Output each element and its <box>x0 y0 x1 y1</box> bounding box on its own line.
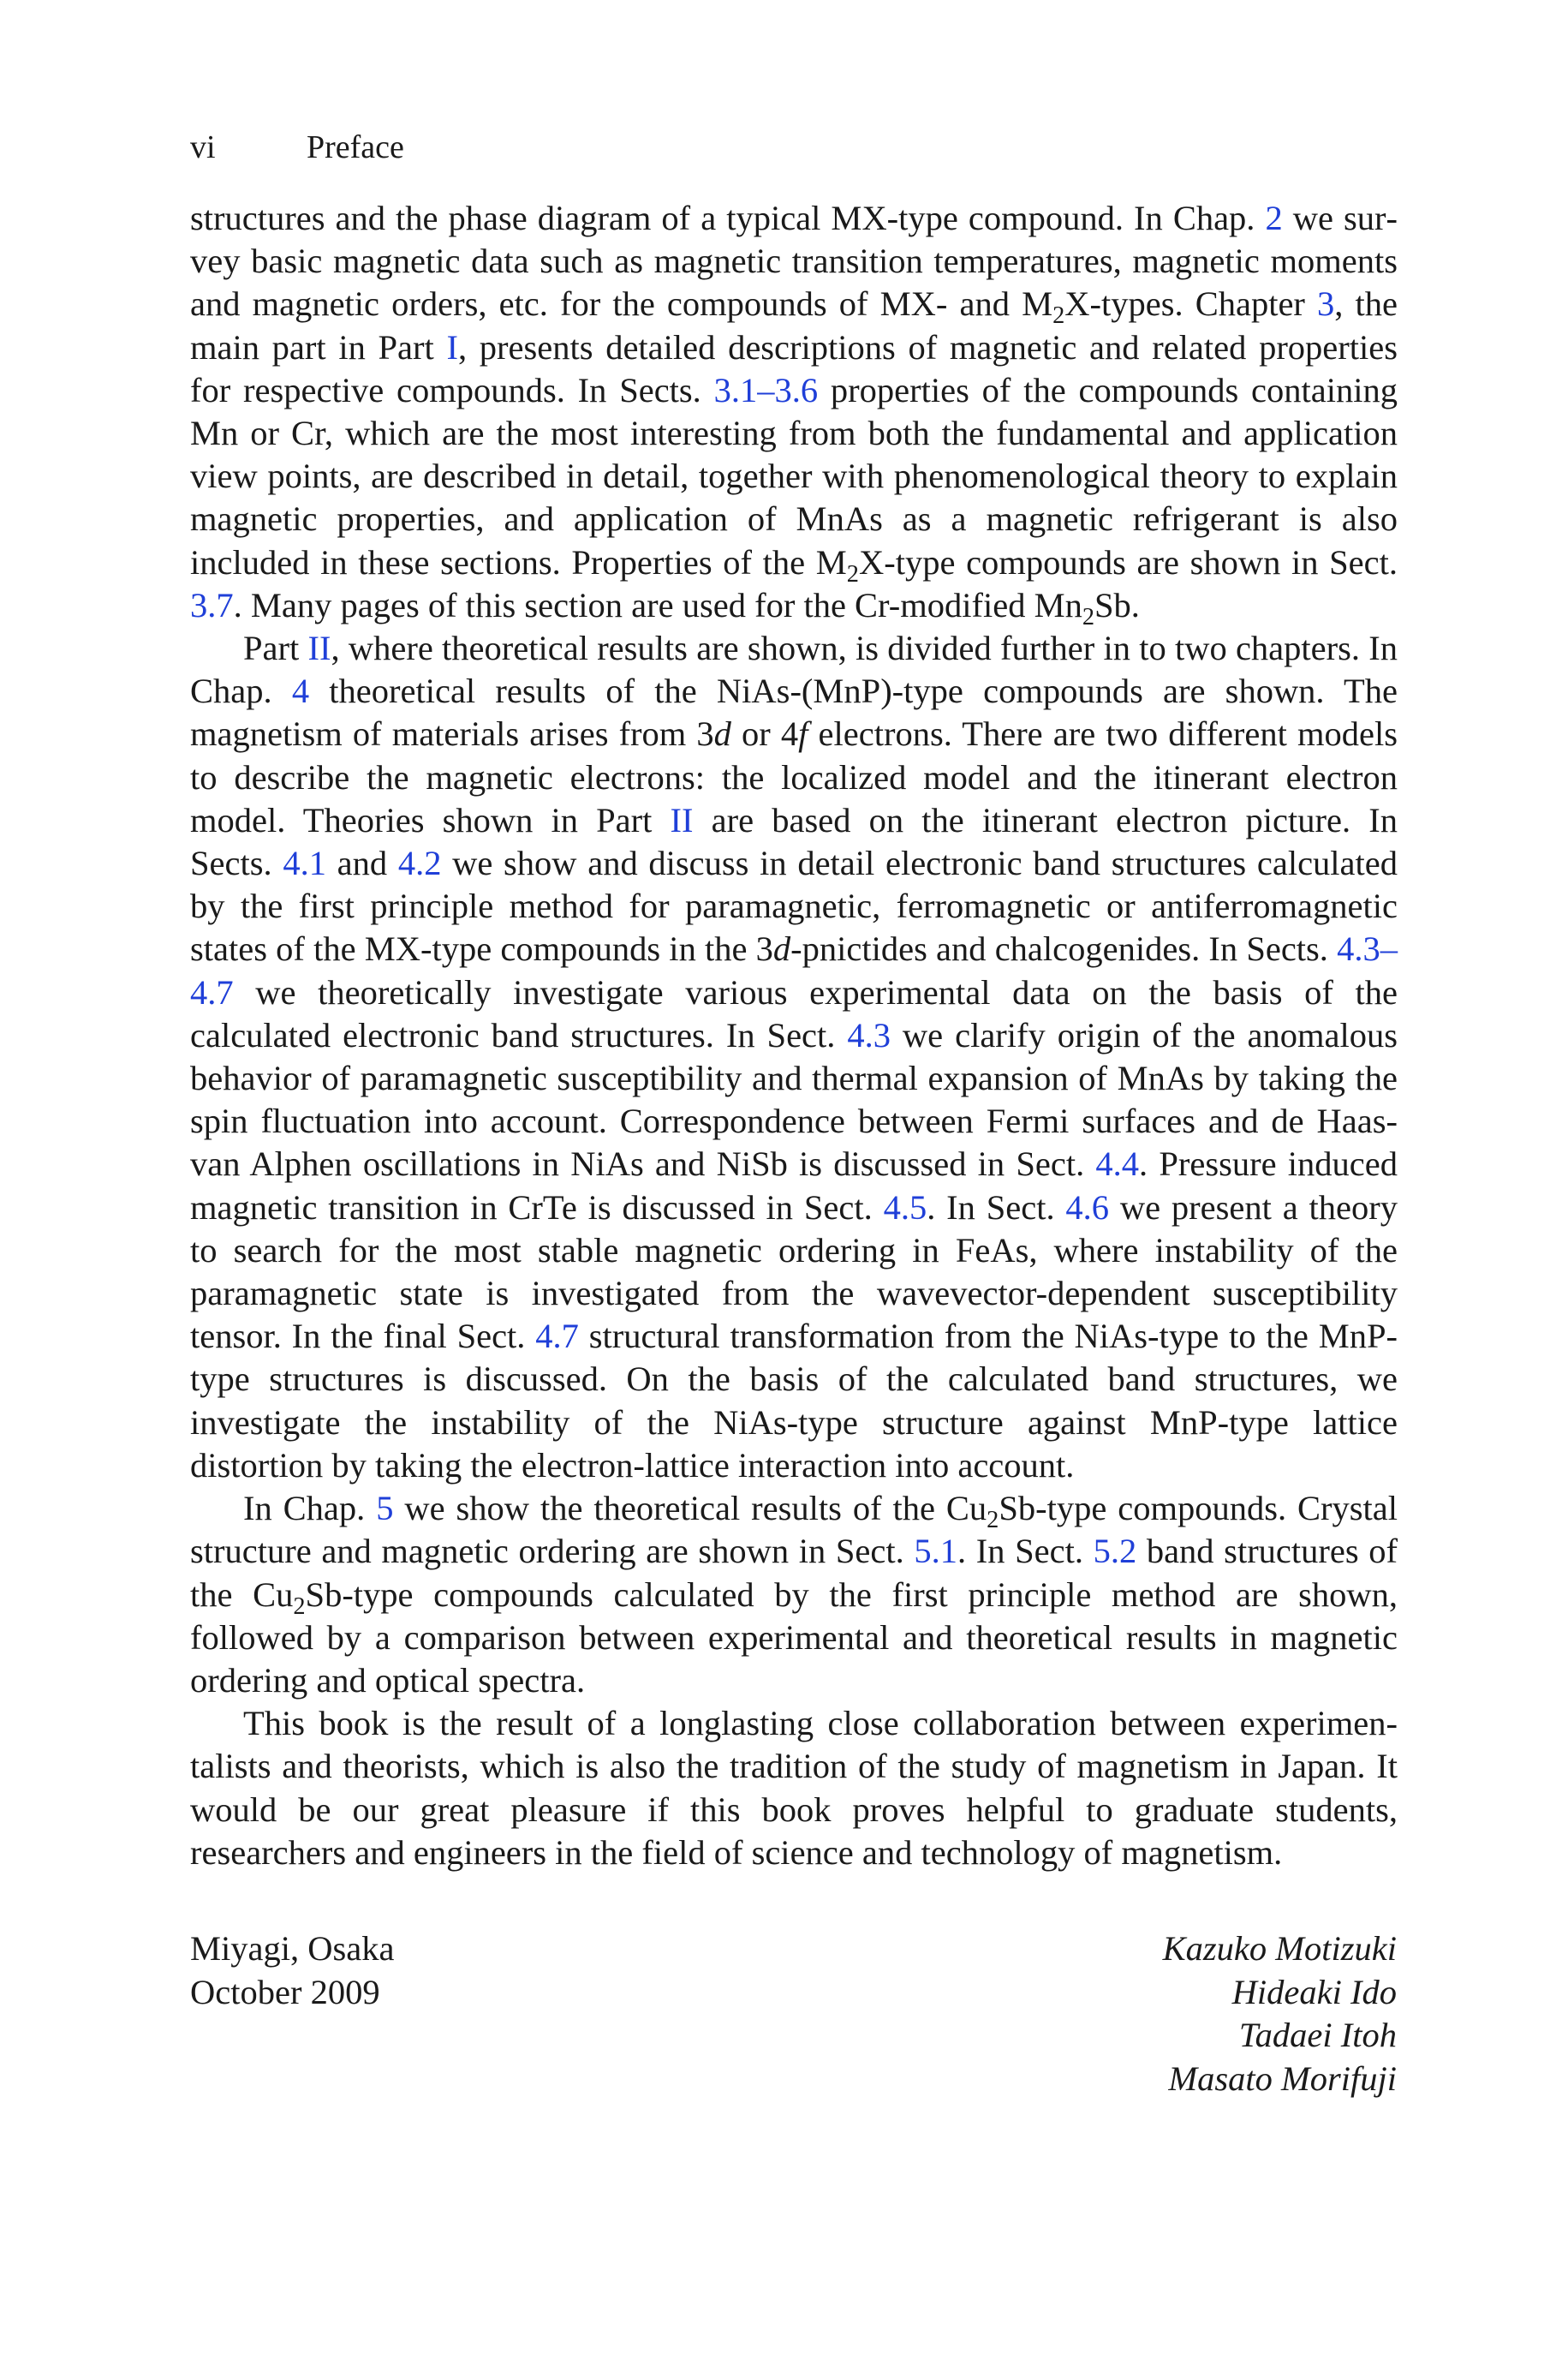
author-name: Masato Morifuji <box>1168 2058 1397 2098</box>
text-run: we show the theoretical results of the Cu <box>393 1489 987 1528</box>
cross-reference-link[interactable]: 4.3 <box>847 1015 891 1055</box>
cross-reference-link[interactable]: 3.7 <box>190 585 234 624</box>
text-run: . Pressure induced magnetic transition in CrTe is discussed in Sect. <box>190 1144 1398 1227</box>
paragraph <box>190 197 1398 630</box>
text-run: . Many pages of this section are used for the Cr-modified Mn <box>233 585 1082 624</box>
text-run: and <box>325 844 398 883</box>
math-symbol: d <box>713 714 731 754</box>
subscript: 2 <box>293 1592 306 1620</box>
text-run: or 4 <box>730 714 799 754</box>
cross-reference-link[interactable]: 4.1 <box>283 844 326 883</box>
text-run: Sb. <box>1094 585 1140 624</box>
signature-date: October 2009 <box>190 1972 380 2011</box>
text-run: band structures of the Cu <box>190 1532 1398 1614</box>
text-run: we show and discuss in detail electronic band structures calculated by the first principle method for paramagnetic, ferromagnetic or antiferromagnetic states of the MX-type compounds in the 3 <box>190 844 1398 969</box>
signature-place-date <box>190 1927 394 2014</box>
cross-reference-link[interactable]: II <box>670 800 694 839</box>
cross-reference-link[interactable]: 4.2 <box>397 844 442 883</box>
cross-reference-link[interactable]: 2 <box>1265 199 1283 237</box>
text-run: electrons. There are two different models to describe the magnetic electrons: the localized model and the itinerant electron model. Theories shown in Part <box>190 714 1398 839</box>
text-run: X-type compounds are shown in Sect. <box>858 542 1398 582</box>
subscript: 2 <box>846 560 859 588</box>
text-run: we survey basic magnetic data such as magnetic transition temperatures, magnetic moments and magnetic orders, etc. for the compounds of MX- and M <box>190 199 1398 324</box>
cross-reference-link[interactable]: 4.3 <box>1337 929 1380 969</box>
paragraph <box>190 1487 1398 1702</box>
cross-reference-link[interactable]: 3 <box>1317 284 1335 324</box>
text-run: , presents detailed descriptions of magnetic and related properties for respective compounds. In Sects. <box>190 327 1398 409</box>
text-run: This book is the result of a longlasting close collaboration between experimentalists and theorists, which is also the tradition of the study of magnetism in Japan. It would be our great pleasure if this book proves helpful to graduate students, researchers and engineers in the field of science and technology of magnetism. <box>190 1704 1398 1872</box>
cross-reference-link[interactable]: 5.2 <box>1093 1532 1137 1571</box>
author-name: Hideaki Ido <box>1231 1972 1397 2011</box>
text-run: , the main part in Part <box>190 284 1398 367</box>
cross-reference-link[interactable]: 5 <box>376 1489 394 1528</box>
cross-reference-link[interactable]: – <box>1380 929 1398 969</box>
text-run: are based on the itinerant electron picture. In Sects. <box>190 800 1398 883</box>
cross-reference-link[interactable]: 4.5 <box>883 1187 927 1227</box>
text-run: structural transformation from the NiAs-type to the MnP-type structures is discussed. On the basis of the calculated band structures, we investigate the instability of the NiAs-type structure against MnP-type lattice distortion by taking the electron-lattice interaction into account. <box>190 1317 1398 1485</box>
text-run: Sb-type compounds. Crystal structure and magnetic ordering are shown in Sect. <box>190 1489 1398 1571</box>
paragraph <box>190 627 1398 1487</box>
cross-reference-link[interactable]: 4 <box>291 672 310 711</box>
text-run: Sb-type compounds calculated by the first principle method are shown, followed by a comparison between experimental and theoretical results in magnetic ordering and optical spectra. <box>190 1574 1398 1700</box>
paragraph <box>190 1702 1398 1874</box>
text-run: structures and the phase diagram of a typical MX-type compound. In Chap. <box>190 199 1266 237</box>
text-run: X-types. Chapter <box>1064 284 1318 324</box>
subscript: 2 <box>1082 603 1094 630</box>
cross-reference-link[interactable]: 3.6 <box>774 370 819 409</box>
cross-reference-link[interactable]: 4.6 <box>1065 1187 1110 1227</box>
text-run: Part <box>243 629 308 668</box>
text-run: , where theoretical results are shown, is divided further in to two chapters. In Chap. <box>190 629 1398 711</box>
cross-reference-link[interactable]: II <box>307 629 331 668</box>
math-symbol: d <box>772 929 791 969</box>
text-run: . In Sect. <box>927 1187 1066 1227</box>
cross-reference-link[interactable]: 4.7 <box>190 972 234 1012</box>
subscript: 2 <box>987 1507 999 1534</box>
author-name: Kazuko Motizuki <box>1162 1929 1397 1968</box>
math-symbol: f <box>798 714 808 754</box>
cross-reference-link[interactable]: 4.7 <box>535 1317 579 1356</box>
text-run: we clarify origin of the anomalous behavior of paramagnetic susceptibility and thermal expansion of MnAs by taking the spin fluctuation into account. Correspondence between Fermi surfaces and de Haas-van Alphen oscillations in NiAs and NiSb is discussed in Sect. <box>190 1015 1398 1184</box>
subscript: 2 <box>1052 302 1065 330</box>
text-run: we present a theory to search for the most stable magnetic ordering in FeAs, where instability of the paramagnetic state is investigated from the wavevector-dependent susceptibility tensor. In the final Sect. <box>190 1187 1398 1356</box>
cross-reference-link[interactable]: 5.1 <box>914 1532 957 1571</box>
author-list <box>1163 1927 1397 2100</box>
running-header <box>190 125 404 170</box>
cross-reference-link[interactable]: 3.1 <box>713 370 758 409</box>
signature-place: Miyagi, Osaka <box>190 1929 395 1968</box>
cross-reference-link[interactable]: I <box>446 327 458 367</box>
running-title: Preface <box>307 129 404 165</box>
text-run: In Chap. <box>243 1489 377 1528</box>
text-run: properties of the compounds containing Mn or Cr, which are the most interesting from both the fundamental and application view points, are described in detail, together with phenomenological theory to explain magnetic properties, and application of MnAs as a magnetic refrigerant is also included in these sections. Properties of the M <box>190 370 1398 582</box>
page-number: vi <box>190 129 216 165</box>
author-name: Tadaei Itoh <box>1238 2016 1397 2054</box>
cross-reference-link[interactable]: 4.4 <box>1095 1144 1140 1184</box>
cross-reference-link[interactable]: – <box>757 370 775 409</box>
text-run: -pnictides and chalcogenides. In Sects. <box>790 929 1338 969</box>
text-run: . In Sect. <box>957 1532 1094 1571</box>
preface-body <box>190 197 1398 1874</box>
text-run: we theoretically investigate various experimental data on the basis of the calculated electronic band structures. In Sect. <box>190 972 1398 1055</box>
text-run: theoretical results of the NiAs-(MnP)-type compounds are shown. The magnetism of materials arises from 3 <box>190 672 1398 754</box>
